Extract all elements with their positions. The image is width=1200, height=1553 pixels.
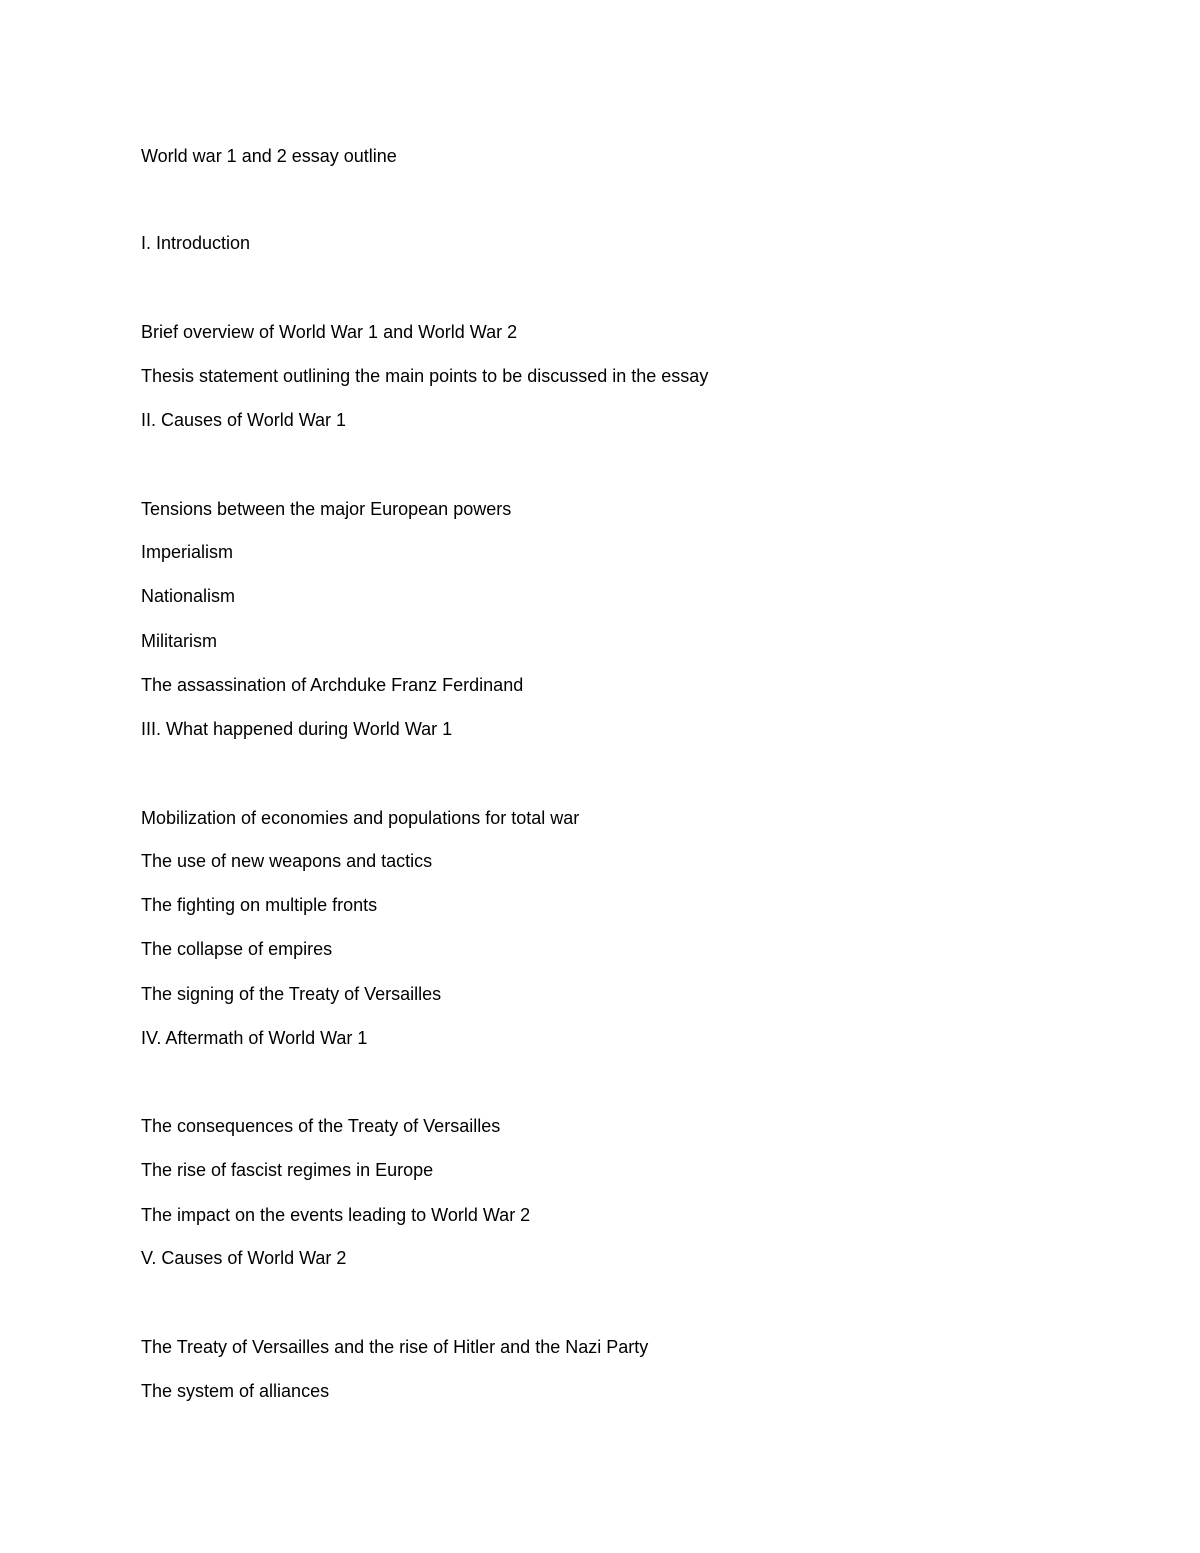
outline-item: The impact on the events leading to World War 2 (141, 1205, 531, 1225)
section-heading-introduction: I. Introduction (141, 233, 251, 253)
outline-item: The Treaty of Versailles and the rise of Hitler and the Nazi Party (141, 1337, 649, 1357)
outline-item: Militarism (141, 631, 217, 651)
section-heading-causes-ww2: V. Causes of World War 2 (141, 1248, 347, 1268)
outline-item: The signing of the Treaty of Versailles (141, 984, 442, 1004)
outline-item: Imperialism (141, 542, 234, 562)
outline-item: Tensions between the major European powers (141, 499, 512, 519)
outline-item: The consequences of the Treaty of Versailles (141, 1116, 501, 1136)
section-heading-during-ww1: III. What happened during World War 1 (141, 719, 453, 739)
outline-item: The collapse of empires (141, 939, 333, 959)
section-heading-aftermath-ww1: IV. Aftermath of World War 1 (141, 1028, 368, 1048)
section-heading-causes-ww1: II. Causes of World War 1 (141, 410, 347, 430)
outline-item: The assassination of Archduke Franz Ferdinand (141, 675, 524, 695)
outline-item: The fighting on multiple fronts (141, 895, 378, 915)
outline-item: Thesis statement outlining the main points to be discussed in the essay (141, 366, 709, 386)
outline-item: The use of new weapons and tactics (141, 851, 433, 871)
outline-item: Nationalism (141, 586, 236, 606)
outline-item: The rise of fascist regimes in Europe (141, 1160, 434, 1180)
document-title: World war 1 and 2 essay outline (141, 146, 397, 166)
outline-item: The system of alliances (141, 1381, 330, 1401)
outline-item: Brief overview of World War 1 and World War 2 (141, 322, 518, 342)
outline-item: Mobilization of economies and populations for total war (141, 808, 580, 828)
